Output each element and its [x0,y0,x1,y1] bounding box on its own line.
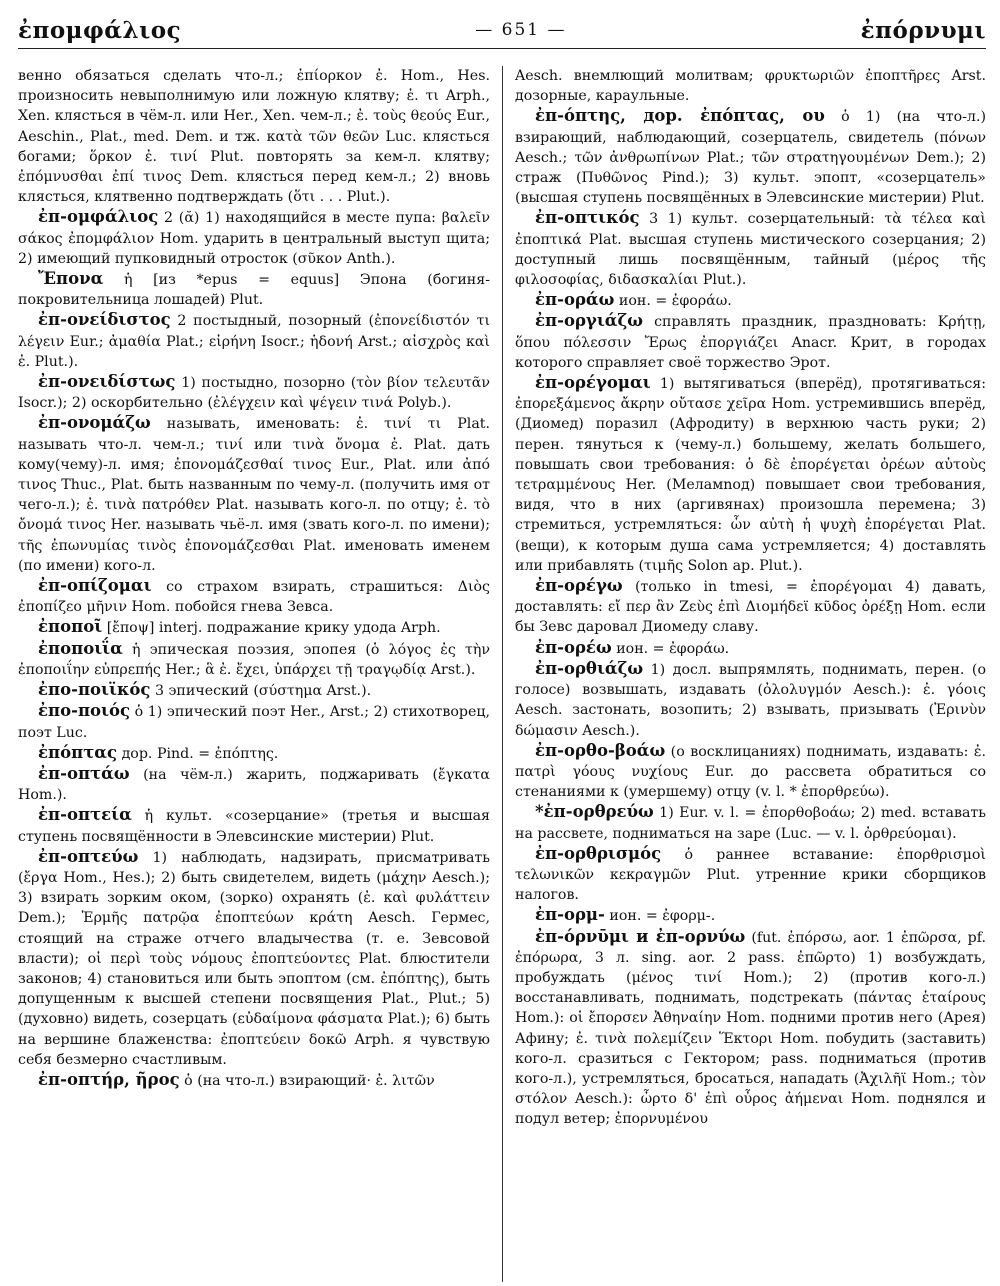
dictionary-entry [18,269,490,310]
entry-definition: 1) Eur. v. l. = ἐπορθοβοάω; 2) med. вставать на рассвете, подниматься на заре (Luc. — v. l. ὀρθρεύομαι). [515,805,986,842]
dictionary-entry [515,373,986,576]
entry-headword: ἐποποῖ [38,617,103,637]
entry-headword: ἐπ-ορέγομαι [535,373,651,393]
dictionary-entry [515,905,986,926]
entry-headword: ἐπ-ονομάζω [38,413,151,433]
right-running-headword: ἐπόρνυμι [860,16,986,44]
dictionary-entry [18,66,490,207]
entry-definition: (о восклицаниях) поднимать, издавать: ἐ. πατρὶ γόους νυχίους Eur. до рассвета обратиться со стенаниями к (умершему) отцу (v. l. * ἐπορθρεύω). [515,743,986,801]
entry-headword: ἐπ-οργιάζω [535,311,643,331]
entry-definition: 1) постыдно, позорно (τὸν βίον τελευτᾶν Isocr.); 2) оскорбительно (ἐλέγχειν καὶ ψέγειν τινά Polyb.). [18,375,490,412]
entry-headword: ἐπ-ορέγω [535,576,623,596]
entry-headword: ἐπ-οπτάω [38,763,130,783]
entry-definition: [ἔποψ] interj. подражание крику удода Arph. [106,620,441,637]
entry-headword: *ἐπ-ορθρεύω [535,802,654,822]
entry-definition: ион. = ἐφοράω. [618,293,732,310]
right-column [502,66,986,1282]
entry-headword: ἐπ-όρνῡμι и ἐπ-ορνύω [535,926,746,946]
entry-headword: ἐπ-οπτεία [38,805,132,825]
dictionary-entry [515,927,986,1130]
dictionary-entry [18,372,490,413]
entry-definition: 1) досл. выпрямлять, поднимать, перен. (о голосе) возвышать, издавать (ὀλολυγμόν Aesch.): ἐ. γόοις Aesch. застонать, возопить; 2) взывать, призывать (Ἐρινὺν δώμασιν Aesch.). [515,661,986,739]
entry-headword: ἐπ-οπίζομαι [38,576,152,596]
entry-definition: ἡ культ. «созерцание» (третья и высшая ступень посвящённости в Элевсинские мистерии) Plut. [18,808,491,845]
entry-definition: ὁ 1) эпический поэт Her., Arst.; 2) стихотворец, поэт Luc. [18,704,490,741]
dictionary-entry [515,66,986,106]
entry-definition: ὁ (на что-л.) взирающий· ἐ. λιτῶν [184,1072,435,1089]
dictionary-entry [18,207,490,269]
text-columns [18,66,986,1282]
entry-definition: со страхом взирать, страшиться: Διὸς ἐποπίζεο μῆνιν Hom. побойся гнева Зевса. [18,579,490,616]
dictionary-entry [515,638,986,659]
entry-headword: ἐπ-ονειδίστως [38,372,176,392]
dictionary-entry [515,311,986,373]
entry-definition: (на чём-л.) жарить, поджаривать (ἔγκατα Hom.). [18,766,490,804]
dictionary-entry [18,805,490,846]
dictionary-entry [18,680,490,701]
entry-headword: ἐπ-ορθο-βοάω [535,740,666,760]
entry-definition: 1) вытягиваться (вперёд), протягиваться: ἐπορεξάμενος ἄκρην οὔτασε χεῖρα Hom. устремившись вперёд, (Диомед) поразил (Афродиту) в верхнюю часть руки; 2) перен. тянуться к (чему-л.) большему, желать большего, повышать свои требования: ὁ δὲ ἐπορέγεται ὀρέων αὐτοὺς τετραμμένους Her. (Меламnoд) повышает свои требования, видя, что в них (аргивянах) произошла перемена; 3) стремиться, устремляться: ὧν αὐτὴ ἡ ψυχὴ ἐπορέγεται Plat. (вещи), к которым душа сама устремляется; 4) доставлять или прибавлять (τιμῆς Solon ap. Plut.). [515,376,986,574]
dictionary-entry [18,576,490,617]
entry-headword: ἐπ-οπτικός [535,208,640,228]
dictionary-entry [18,310,490,372]
entry-definition: 3 1) культ. созерцательный: τὰ τέλεα καὶ ἐποπτικά Plat. высшая ступень мистического созерцания; 2) доступный лишь посвящённым, тайный (μέρος τῆς φιλοσοφίας, διδασκαλίαι Plut.). [515,211,986,289]
entry-definition: 1) наблюдать, надзирать, присматривать (ἔργα Hom., Hes.); 2) быть свидетелем, видеть (μάχην Aesch.); 3) взирать зорким оком, (зорко) охранять (ἐ. καὶ φυλάττειν Dem.); Ἑρμῆς πατρῷα ἐποπτεύων κράτη Aesch. Гермес, стоящий на страже отчего владычества (т. е. Зевсовой власти); οἱ περὶ τοὺς νόμους ἐποπτεύοντες Plat. блюстители законов; 4) становиться или быть эпоптом (см. ἐπόπτης), быть допущенным к высшей степени посвящения Plat., Plut.; 5) (духовно) видеть, созерцать (εὐδαίμονα φάσματα Plat.); 6) быть на вершине блаженства: ἐποπτεύειν δοκῶ Arph. я чувствую себя безмерно счастливым. [18,849,490,1068]
dictionary-entry [18,413,490,576]
dictionary-entry [18,764,490,805]
entry-headword: ἐπο-ποιός [38,701,131,721]
entry-headword: ἐπ-ομφάλιος [38,207,159,227]
entry-headword: ἐπ-όπτης, дор. ἐπόπτας, ου [535,106,825,126]
entry-definition: называть, именовать: ἐ. τινί τι Plat. называть что-л. чем-л.; τινί или τινὰ ὄνομα ἐ. Plat. дать кому(чему)-л. имя; ἐπονομάζεσθαί τινος Eur., Plat. или ἀπό τινος Thuc., Plat. быть названным по чему-л. (получить имя от чего-л.); ἐ. τινὰ πατρόθεν Plat. называть кого-л. по отцу; ἐ. τὸ ὄνομά τινος Her. называть чьё-л. имя (звать кого-л. по имени); τῆς ἐπωνυμίας τινὸς ἐπονομάζεσθαι Plat. именовать именем (по имени) кого-л. [18,416,490,574]
entry-definition: ὁ 1) (на что-л.) взирающий, наблюдающий, созерцатель, свидетель (πόνων Aesch.; τῶν ἀνθρωπίνων Plat.; τῶν στρατηγουμένων Dem.); 2) страж (Πυθῶνος Pind.); 3) культ. эпопт, «созерцатель» (высшая ступень посвящённых в Элевсинские мистерии) Plut. [515,109,986,207]
entry-definition: (fut. ἐπόρσω, aor. 1 ἐπῶρσα, pf. ἐπόρωρα, 3 л. sing. aor. 2 pass. ἐπῶρτο) 1) возбуждать, пробуждать (μένος τινί Hom.); 2) (против кого-л.) восстанавливать, поднимать, подстрекать (πάντας ἑταίρους Hom.): οἱ ἔπορσεν Ἀθηναίην Hom. подними против него (Арея) Афину; ἐ. τινὰ πολεμίζειν Ἕκτορι Hom. побудить (заставить) кого-л. сразиться с Гектором; pass. подниматься (против кого-л.), устремляться, бросаться, нападать (Ἀχιλῆϊ Hom.; τὸν στόλον Aesch.): ὦρτο δ' ἐπὶ οὖρος ἀήμεναι Hom. поднялся и подул ветер; ἐπορνυμένου [515,929,986,1128]
entry-headword: Ἔπονα [38,269,104,289]
entry-definition: ἡ [из *epus = equus] Эпона (богиня-покровительница лошадей) Plut. [18,272,490,309]
entry-definition: (только in tmesi, = ἐπορέγομαι 4) давать, доставлять: εἴ περ ἂν Ζεὺς ἐπὶ Διομήδεϊ κῦδος ὀρέξῃ Hom. если бы Зевс даровал Диомеду славу. [515,579,986,636]
dictionary-entry [18,701,490,742]
entry-headword: ἐποποιΐα [38,638,123,658]
entry-definition: ὁ раннее вставание: ἐπορθρισμοὶ τελωνικῶν κεκραγμῶν Plut. утренние крики сборщиков налогов. [515,846,986,904]
dictionary-entry [18,617,490,638]
left-running-headword: ἐπομφάλιος [18,16,182,44]
dictionary-entry [515,576,986,638]
dictionary-entry [515,290,986,311]
entry-headword: ἐπ-ορθρισμός [535,843,662,863]
entry-definition: справлять праздник, праздновать: Κρήτῃ, ὅπου πόλεσσιν Ἔρως ἐποργιάζει Anacr. Крит, в городах которого справляет своё торжество Эрот. [515,314,986,371]
entry-headword: ἐπ-οπτήρ, ῆρος [38,1069,180,1089]
entry-definition: дор. Pind. = ἐπόπτης. [121,745,279,762]
entry-headword: ἐπ-ορθιάζω [535,658,644,678]
entry-headword: ἐπ-ορμ- [535,905,605,925]
dictionary-entry [515,802,986,843]
entry-definition: ион. = ἐφορμ-. [609,908,716,925]
page-header [18,12,986,49]
entry-headword: ἐπο-ποιϊκός [38,680,151,700]
entry-definition: венно обязаться сделать что-л.; ἐπίορκον ἐ. Hom., Hes. произносить невыполнимую или ложную клятву; ἐ. τι Arph., Xen. клясться в чём-л. или Her., Xen. чем-л.; ἐ. τοὺς θεούς Eur., Aeschin., Plat., med. Dem. и тж. κατὰ τῶν θεῶν Luc. клясться богами; ὅρκον ἐ. τινί Plut. повторять за кем-л. клятву; ἐπόμνυσθαι ἐπί τινος Dem. клясться перед кем-л.; 2) вновь клясться, клятвенно подтверждать (ὅτι . . . Plut.). [18,68,490,206]
left-column [18,66,502,1282]
dictionary-entry [18,639,490,680]
entry-definition: ион. = ἐφοράω. [616,640,730,657]
entry-headword: ἐπ-οράω [535,290,615,310]
entry-headword: ἐπόπτας [38,742,118,762]
entry-headword: ἐπ-ονείδιστος [38,310,171,330]
dictionary-entry [515,208,986,290]
dictionary-entry [18,1070,490,1091]
dictionary-entry [515,741,986,803]
dictionary-entry [515,106,986,208]
entry-headword: ἐπ-ορέω [535,637,612,657]
entry-headword: ἐπ-οπτεύω [38,846,139,866]
dictionary-entry [515,659,986,741]
entry-definition: 2 постыдный, позорный (ἐπονείδιστόν τι λέγειν Eur.; ἀμαθία Plat.; εἰρήνη Isocr.; ἡδονή Arst.; αἰσχρὸς καὶ ἐ. Plut.). [18,313,491,370]
entry-definition: 3 эпический (σύστημα Arst.). [154,683,372,700]
entry-definition: Aesch. внемлющий молитвам; φρυκτωριῶν ἐποπτῆρες Arst. дозорные, караульные. [515,68,986,105]
dictionary-entry [515,844,986,906]
dictionary-entry [18,847,490,1070]
page-number: — 651 — [475,20,567,40]
entry-definition: ἡ эпическая поэзия, эпопея (ὁ λόγος ἐς τὴν ἐποποιΐην εὐπρεπής Her.; ἃ ἐ. ἔχει, ὑπάρχει τῇ τραγῳδίᾳ Arst.). [18,641,490,678]
entry-definition: 2 (ᾰ) 1) находящийся в месте пупа: βαλεῖν σάκος ἐπομφάλιον Hom. ударить в центральный выступ щита; 2) имеющий пупковидный отросток (σῦκον Anth.). [18,210,490,267]
dictionary-entry [18,743,490,764]
